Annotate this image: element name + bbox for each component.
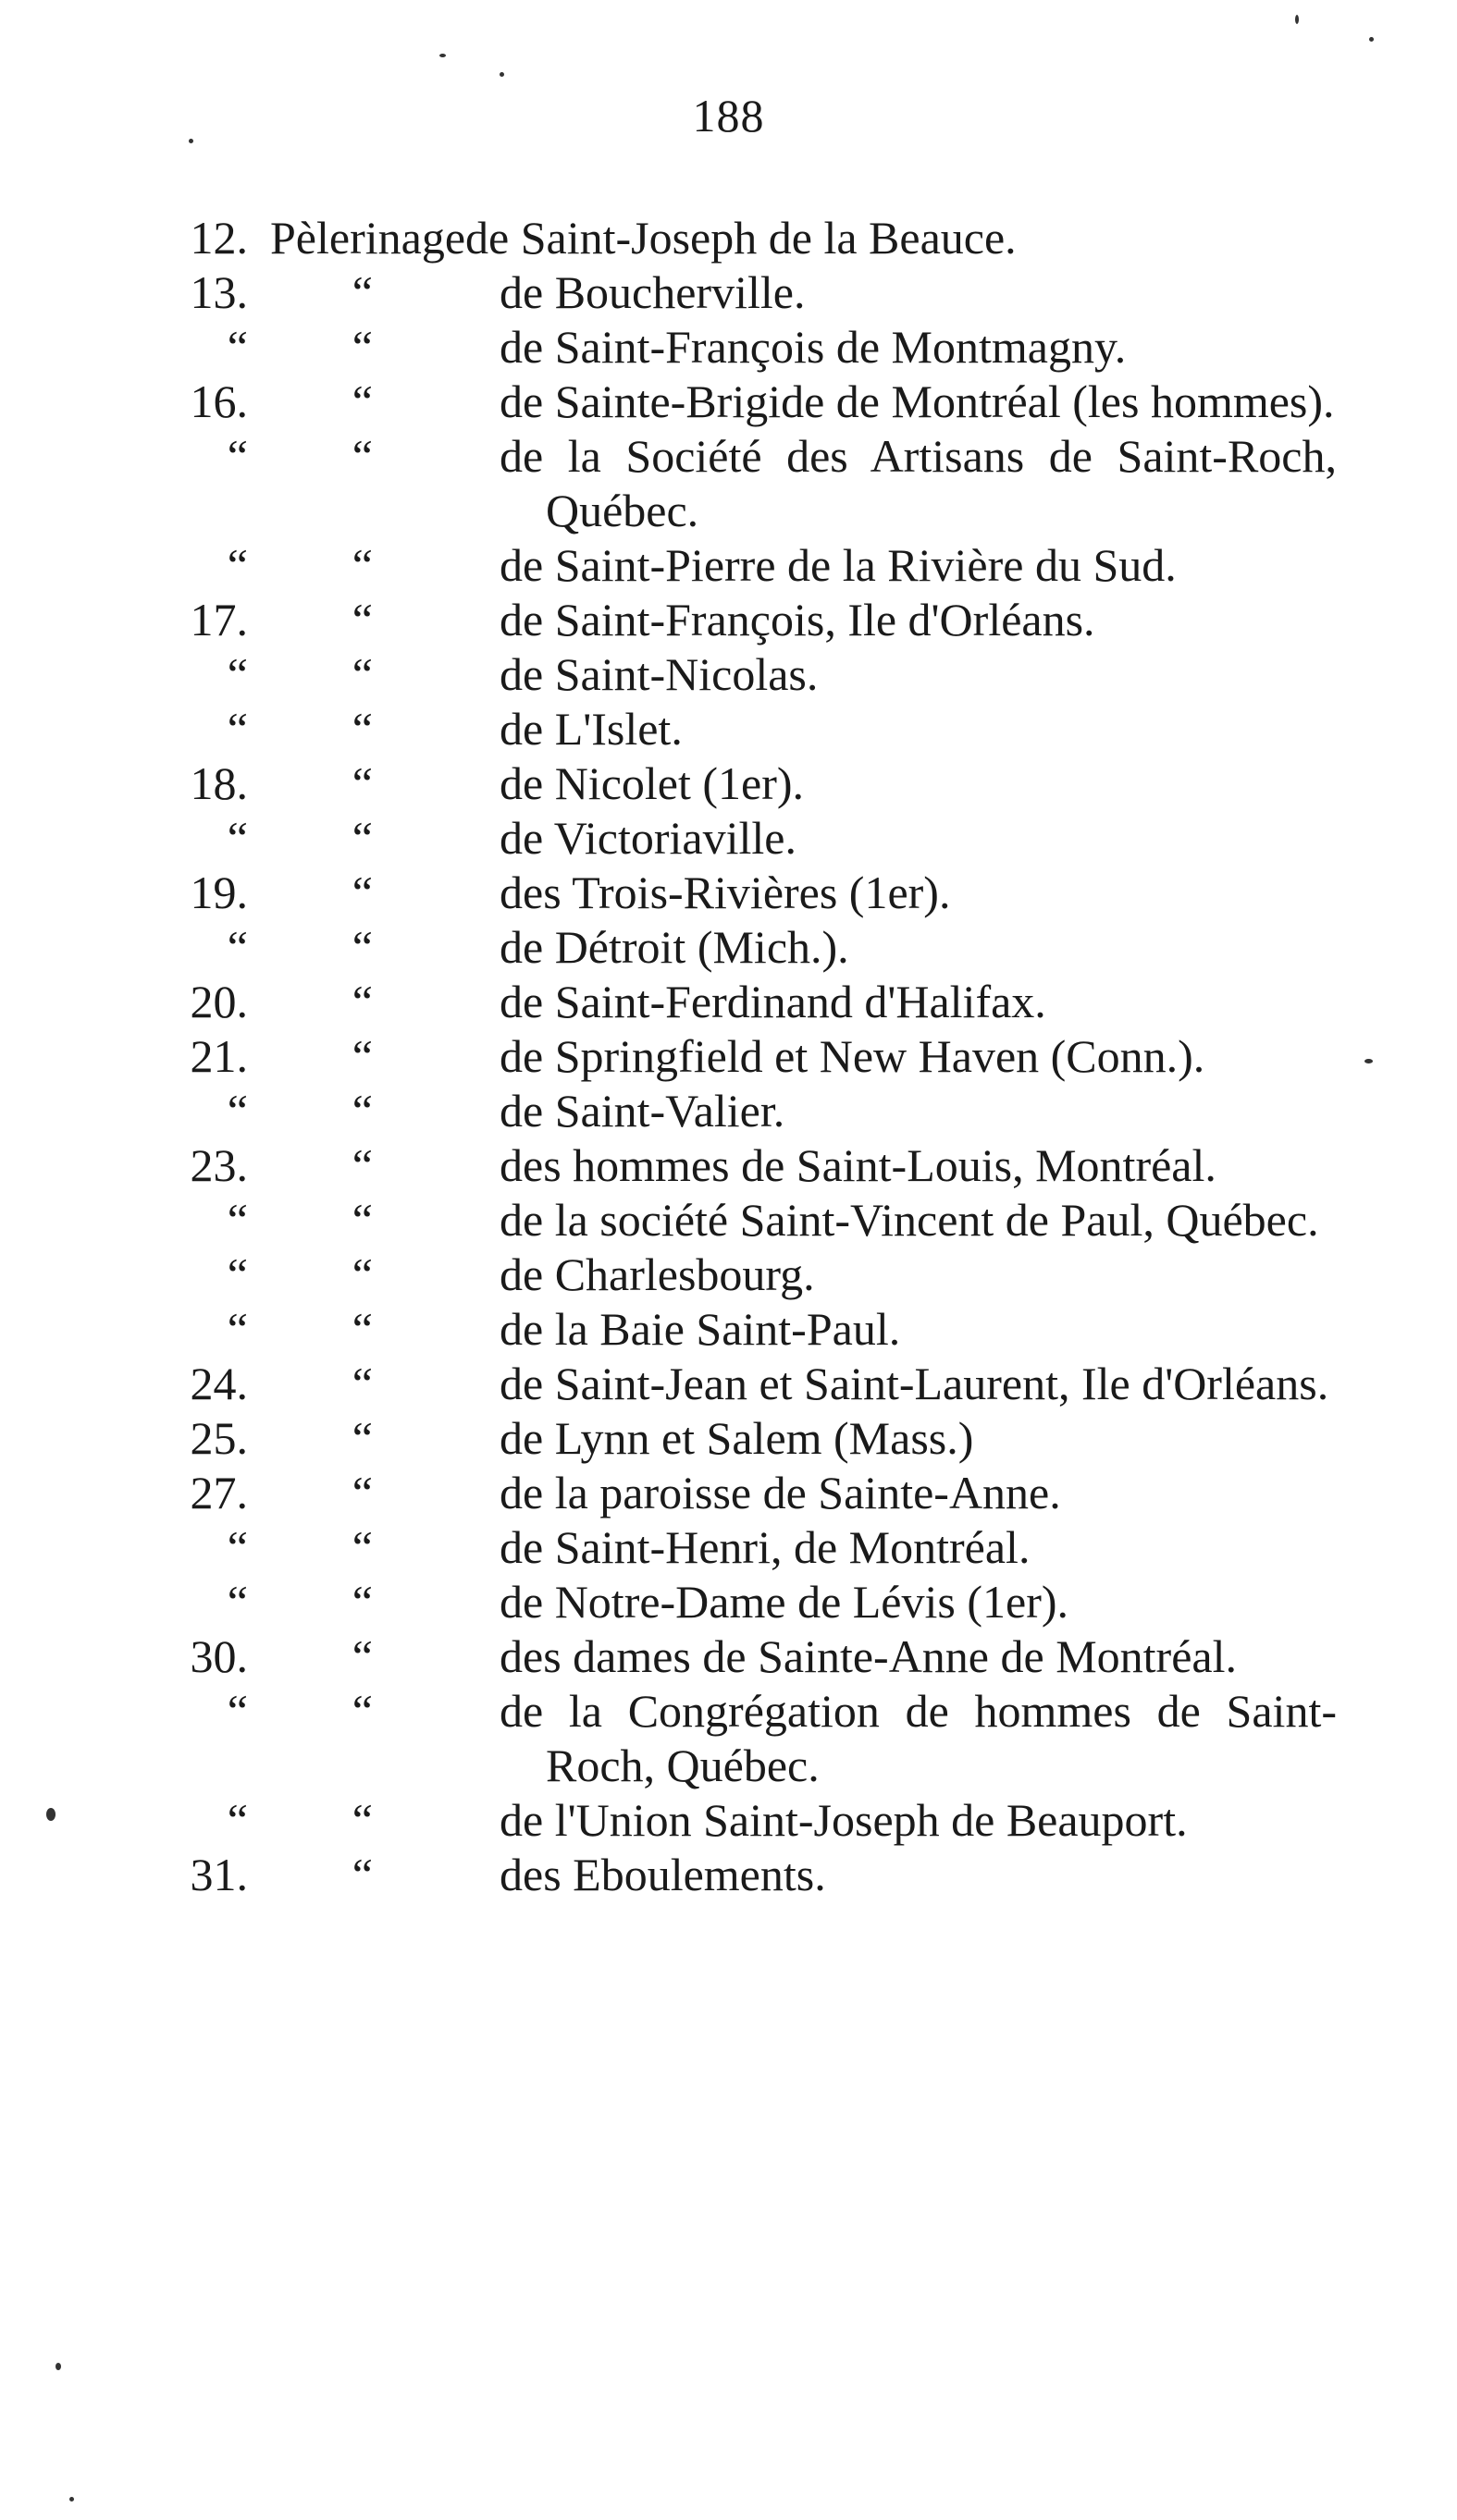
entry-ditto: “ <box>352 1194 373 1246</box>
entry-text: de L'Islet. <box>500 703 683 755</box>
entry-text: des dames de Sainte-Anne de Montréal. <box>500 1630 1237 1682</box>
pilgrimage-list <box>0 211 1457 1902</box>
list-item <box>0 593 1457 647</box>
entry-ditto: “ <box>352 1794 373 1846</box>
list-item <box>0 1248 1457 1302</box>
entry-ditto: “ <box>352 539 373 591</box>
list-item <box>0 1793 1457 1848</box>
list-item <box>0 1520 1457 1575</box>
entry-date: 24. <box>190 1358 248 1409</box>
list-item <box>0 1084 1457 1138</box>
scan-speck <box>69 2497 74 2502</box>
entry-date: 25. <box>190 1412 248 1464</box>
entry-text: de Saint-Jean et Saint-Laurent, Ile d'Orléans. <box>500 1358 1329 1409</box>
entry-ditto: “ <box>352 1248 373 1300</box>
entry-ditto: “ <box>352 1139 373 1191</box>
entry-ditto: “ <box>352 648 373 700</box>
entry-date: “ <box>227 1521 248 1573</box>
list-item <box>0 1302 1457 1357</box>
list-item <box>0 1138 1457 1193</box>
list-item <box>0 375 1457 429</box>
entry-ditto: “ <box>352 1030 373 1082</box>
entry-text: des Eboulements. <box>500 1849 826 1900</box>
entry-date: “ <box>227 648 248 700</box>
entry-date: 27. <box>190 1467 248 1518</box>
entry-ditto: “ <box>352 594 373 645</box>
entry-date: 13. <box>190 266 248 318</box>
entry-text: de la Congrégation de hommes de Saint-Roch, Québec. <box>500 1685 1337 1791</box>
entry-date: “ <box>227 812 248 864</box>
entry-date: 20. <box>190 976 248 1027</box>
entry-text: de Lynn et Salem (Mass.) <box>500 1412 974 1464</box>
entry-ditto: “ <box>352 266 373 318</box>
entry-text: des hommes de Saint-Louis, Montréal. <box>500 1139 1216 1191</box>
entry-date: “ <box>227 321 248 373</box>
entry-date: 12. <box>190 212 248 264</box>
list-item <box>0 1575 1457 1629</box>
entry-date: “ <box>227 539 248 591</box>
entry-ditto: “ <box>352 1467 373 1518</box>
list-item <box>0 702 1457 756</box>
entry-ditto: “ <box>352 430 373 482</box>
list-item <box>0 1411 1457 1466</box>
scan-speck <box>189 139 193 143</box>
scan-speck <box>1369 37 1374 42</box>
entry-ditto: “ <box>352 1412 373 1464</box>
entry-ditto: “ <box>352 1521 373 1573</box>
entry-date: “ <box>227 1685 248 1737</box>
list-item <box>0 866 1457 920</box>
entry-text: de la Baie Saint-Paul. <box>500 1303 901 1355</box>
entry-text: Pèlerinagede Saint-Joseph de la Beauce. <box>270 212 1017 264</box>
entry-ditto: “ <box>352 1849 373 1900</box>
entry-text: de Victoriaville. <box>500 812 796 864</box>
entry-text: de Saint-Valier. <box>500 1085 785 1137</box>
entry-ditto: “ <box>352 1085 373 1137</box>
entry-ditto: “ <box>352 1685 373 1737</box>
list-item <box>0 1357 1457 1411</box>
list-item <box>0 1684 1457 1793</box>
list-item <box>0 975 1457 1029</box>
entry-text: de Saint-François de Montmagny. <box>500 321 1127 373</box>
list-item <box>0 1848 1457 1902</box>
entry-ditto: “ <box>352 1576 373 1628</box>
entry-text: de Nicolet (1er). <box>500 757 805 809</box>
entry-text: de Saint-Ferdinand d'Halifax. <box>500 976 1046 1027</box>
entry-date: “ <box>227 430 248 482</box>
entry-date: “ <box>227 1303 248 1355</box>
entry-text: de la Société des Artisans de Saint-Roch, Québec. <box>500 430 1337 536</box>
entry-text: de Saint-François, Ile d'Orléans. <box>500 594 1095 645</box>
entry-date: “ <box>227 1248 248 1300</box>
entry-date: “ <box>227 703 248 755</box>
entry-ditto: “ <box>352 375 373 427</box>
entry-ditto: “ <box>352 1630 373 1682</box>
entry-date: 16. <box>190 375 248 427</box>
entry-date: “ <box>227 1194 248 1246</box>
entry-text: de Saint-Henri, de Montréal. <box>500 1521 1031 1573</box>
entry-ditto: “ <box>352 812 373 864</box>
entry-text: de Boucherville. <box>500 266 806 318</box>
list-item <box>0 1629 1457 1684</box>
entry-ditto: “ <box>352 321 373 373</box>
entry-date: 19. <box>190 867 248 918</box>
scan-speck <box>439 54 446 57</box>
scan-speck <box>1295 15 1299 24</box>
list-item <box>0 1466 1457 1520</box>
entry-date: “ <box>227 1576 248 1628</box>
entry-date: 31. <box>190 1849 248 1900</box>
list-item <box>0 811 1457 866</box>
entry-text: de Saint-Nicolas. <box>500 648 819 700</box>
list-item <box>0 320 1457 375</box>
entry-ditto: “ <box>352 976 373 1027</box>
entry-date: 30. <box>190 1630 248 1682</box>
entry-date: 23. <box>190 1139 248 1191</box>
scan-speck <box>56 2363 61 2370</box>
scan-speck <box>500 72 504 77</box>
entry-text: de Détroit (Mich.). <box>500 921 849 973</box>
entry-text: de Charlesbourg. <box>500 1248 815 1300</box>
entry-ditto: “ <box>352 1303 373 1355</box>
entry-text: de Springfield et New Haven (Conn.). <box>500 1030 1205 1082</box>
entry-ditto: “ <box>352 1358 373 1409</box>
entry-text: de l'Union Saint-Joseph de Beauport. <box>500 1794 1188 1846</box>
entry-ditto: “ <box>352 867 373 918</box>
list-item <box>0 756 1457 811</box>
list-item <box>0 920 1457 975</box>
entry-date: 18. <box>190 757 248 809</box>
entry-date: 21. <box>190 1030 248 1082</box>
scan-speck <box>1364 1059 1373 1063</box>
entry-date: “ <box>227 921 248 973</box>
list-item <box>0 1029 1457 1084</box>
entry-text: de Sainte-Brigide de Montréal (les hommes). <box>500 375 1335 427</box>
entry-ditto: “ <box>352 921 373 973</box>
entry-text: de la société Saint-Vincent de Paul, Québec. <box>500 1194 1319 1246</box>
list-item <box>0 647 1457 702</box>
list-item <box>0 538 1457 593</box>
entry-ditto: “ <box>352 703 373 755</box>
scan-speck <box>46 1808 56 1821</box>
entry-ditto: “ <box>352 757 373 809</box>
entry-text: de Saint-Pierre de la Rivière du Sud. <box>500 539 1177 591</box>
list-item <box>0 1193 1457 1248</box>
list-item <box>0 211 1457 265</box>
list-item <box>0 429 1457 538</box>
entry-text: des Trois-Rivières (1er). <box>500 867 951 918</box>
entry-text: de Notre-Dame de Lévis (1er). <box>500 1576 1068 1628</box>
page-number: 188 <box>692 90 765 141</box>
entry-date: 17. <box>190 594 248 645</box>
entry-date: “ <box>227 1794 248 1846</box>
entry-text: de la paroisse de Sainte-Anne. <box>500 1467 1061 1518</box>
entry-date: “ <box>227 1085 248 1137</box>
list-item <box>0 265 1457 320</box>
